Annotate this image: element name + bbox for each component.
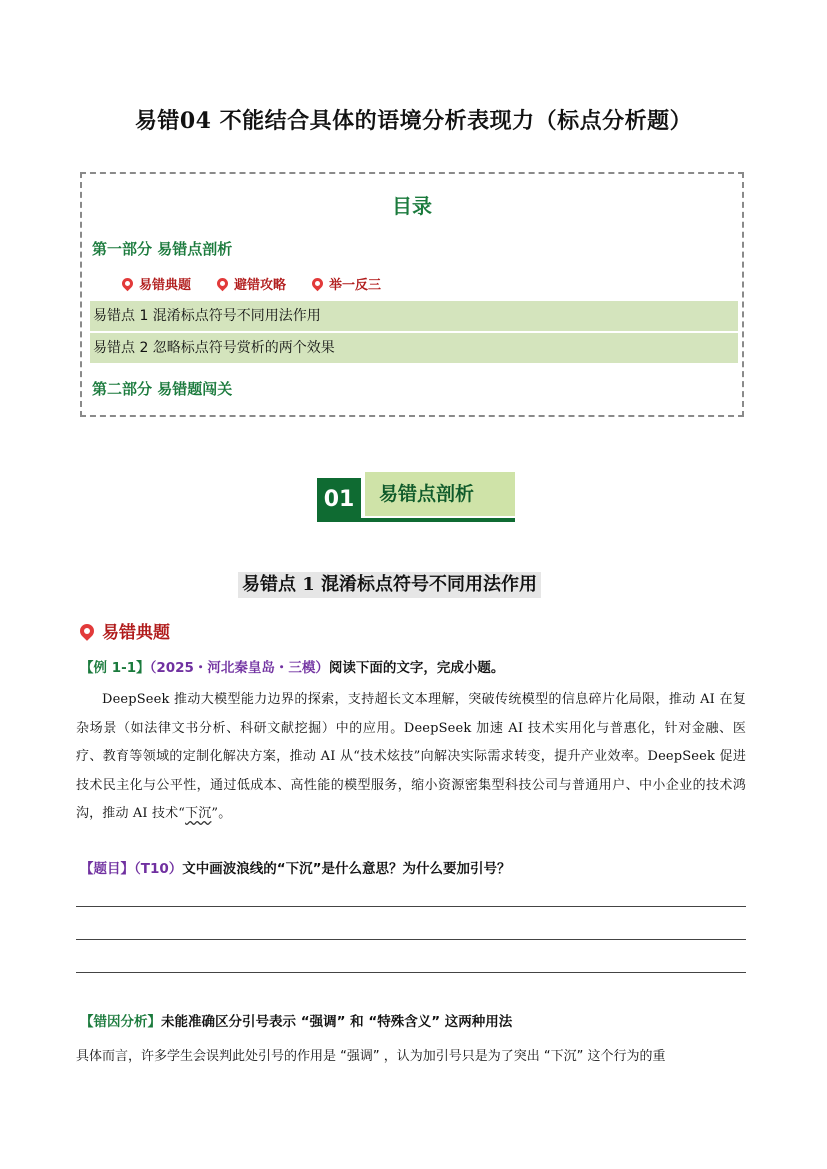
point-heading: 易错点 1 混淆标点符号不同用法作用 — [238, 572, 541, 598]
example-tag: 【例 1-1】 — [80, 660, 150, 676]
reading-passage — [76, 686, 746, 829]
question — [80, 857, 511, 877]
wavy-underlined-word: 下沉 — [185, 806, 212, 821]
page-title: 易错04 不能结合具体的语境分析表现力（标点分析题） — [134, 108, 693, 134]
answer-line[interactable] — [76, 939, 746, 940]
section-banner — [317, 472, 515, 522]
toc-item-point-2[interactable]: 易错点 2 忽略标点符号赏析的两个效果 — [90, 333, 738, 363]
location-pin-icon — [120, 276, 136, 292]
location-pin-icon — [215, 276, 231, 292]
answer-line[interactable] — [76, 972, 746, 973]
error-analysis-heading — [80, 1010, 512, 1030]
example-header — [80, 656, 504, 676]
toc-item-point-1[interactable]: 易错点 1 混淆标点符号不同用法作用 — [90, 301, 738, 331]
passage-text-end: ”。 — [211, 806, 232, 821]
location-pin-icon — [310, 276, 326, 292]
toc-link-practice[interactable] — [312, 274, 381, 293]
question-text: 文中画波浪线的“下沉”是什么意思？为什么要加引号？ — [182, 861, 511, 877]
toc-part-1[interactable]: 第一部分 易错点剖析 — [92, 240, 233, 258]
question-tag: 【题目】 — [80, 861, 134, 877]
toc-link-typical[interactable] — [122, 274, 191, 293]
section-label: 易错点剖析 — [365, 472, 515, 516]
question-code: （T10） — [134, 861, 183, 877]
answer-line[interactable] — [76, 906, 746, 907]
toc-link-label: 举一反三 — [329, 278, 382, 293]
toc-link-strategy[interactable] — [217, 274, 286, 293]
analysis-heading: 未能准确区分引号表示 “强调” 和 “特殊含义” 这两种用法 — [161, 1014, 513, 1030]
toc-heading: 目录 — [392, 194, 432, 218]
section-number: 01 — [317, 478, 361, 522]
sub-heading-label: 易错典题 — [102, 623, 170, 643]
sub-heading — [80, 618, 170, 643]
example-source: （2025・河北秦皇岛・三模） — [149, 660, 329, 676]
toc-links — [122, 274, 381, 293]
analysis-tag: 【错因分析】 — [80, 1014, 161, 1030]
toc-link-label: 避错攻略 — [234, 278, 287, 293]
analysis-body: 具体而言，许多学生会误判此处引号的作用是 “强调” ，认为加引号只是为了突出 “下沉” 这个行为的重 — [76, 1049, 666, 1064]
table-of-contents — [80, 172, 744, 417]
example-instruction: 阅读下面的文字，完成小题。 — [328, 660, 505, 676]
passage-text: DeepSeek 推动大模型能力边界的探索，支持超长文本理解，突破传统模型的信息碎片化局限，推动 AI 在复杂场景（如法律文书分析、科研文献挖掘）中的应用。DeepSeek 加速 AI 技术实用化与普惠化，针对金融、医疗、教育等领域的定制化解决方案，推动 AI 从“技术炫技”向解决实际需求转变，提升产业效率。DeepSeek 促进技术民主化与公平性，通过低成本、高性能的模型服务，缩小资源密集型科技公司与普通用户、中小企业的技术鸿沟，推动 AI 技术“ — [76, 692, 746, 821]
toc-part-2[interactable]: 第二部分 易错题闯关 — [92, 380, 233, 398]
banner-underline — [317, 518, 515, 522]
toc-link-label: 易错典题 — [139, 278, 192, 293]
location-pin-icon — [77, 621, 97, 641]
